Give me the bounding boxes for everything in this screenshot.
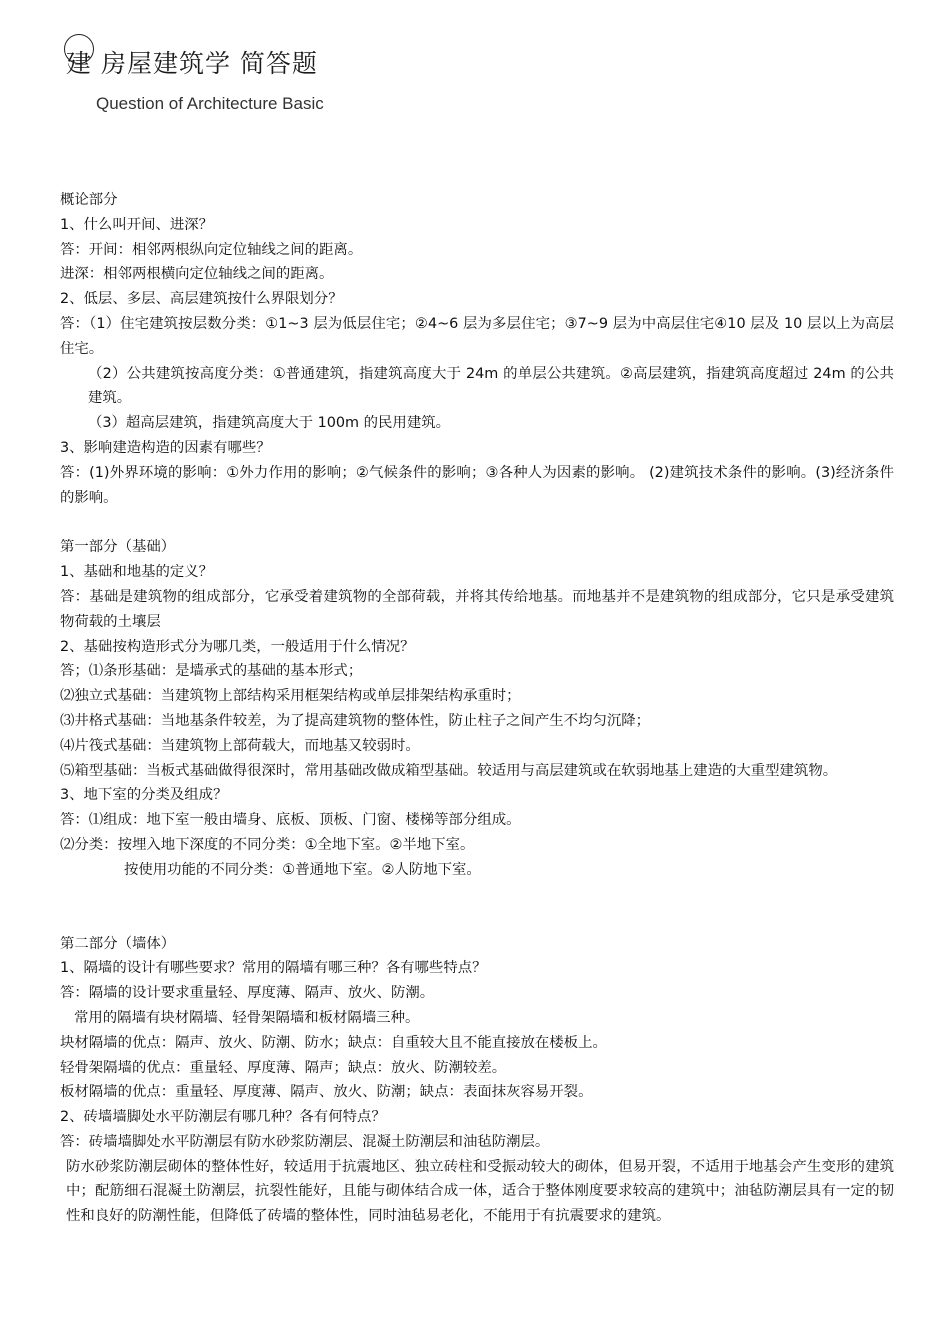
answer-line: 轻骨架隔墙的优点：重量轻、厚度薄、隔声；缺点：放火、防潮较差。	[60, 1059, 507, 1076]
question: 2、砖墙墙脚处水平防潮层有哪几种？各有何特点？	[60, 1109, 386, 1126]
answer-line: （3）超高层建筑，指建筑高度大于 100m 的民用建筑。	[88, 415, 450, 432]
answer-line: 答：开间：相邻两根纵向定位轴线之间的距离。	[60, 241, 363, 258]
question: 2、基础按构造形式分为哪几类，一般适用于什么情况？	[60, 638, 415, 655]
question: 1、基础和地基的定义？	[60, 564, 214, 581]
answer-line: ⑸箱型基础：当板式基础做得很深时，常用基础改做成箱型基础。较适用与高层建筑或在软弱地基上建造的大重型建筑物。	[60, 762, 838, 779]
section-heading: 第一部分（基础）	[60, 539, 176, 556]
answer-line: ⑶井格式基础：当地基条件较差，为了提高建筑物的整体性，防止柱子之间产生不均匀沉降；	[60, 712, 651, 729]
question: 1、隔墙的设计有哪些要求？常用的隔墙有哪三种？各有哪些特点？	[60, 960, 487, 977]
answer-line: （2）公共建筑按高度分类：①普通建筑，指建筑高度大于 24m 的单层公共建筑。②高层建筑，指建筑高度超过 24m 的公共建筑。	[88, 365, 894, 407]
section-heading: 第二部分（墙体）	[60, 935, 176, 952]
answer-line: 板材隔墙的优点：重量轻、厚度薄、隔声、放火、防潮；缺点：表面抹灰容易开裂。	[60, 1084, 593, 1101]
section-heading: 概论部分	[60, 192, 118, 208]
answer-line: 进深：相邻两根横向定位轴线之间的距离。	[60, 266, 334, 283]
question: 2、低层、多层、高层建筑按什么界限划分？	[60, 291, 343, 308]
section-walls	[60, 932, 894, 1230]
question: 1、什么叫开间、进深？	[60, 216, 214, 233]
answer-line: 按使用功能的不同分类：①普通地下室。②人防地下室。	[124, 861, 481, 878]
answer-line: 答：基础是建筑物的组成部分，它承受着建筑物的全部荷载，并将其传给地基。而地基并不是建筑物的组成部分，它只是承受建筑物荷载的土壤层	[60, 588, 894, 630]
answer-line: 答；⑴条形基础：是墙承式的基础的基本形式；	[60, 663, 363, 680]
answer-line: ⑵独立式基础：当建筑物上部结构采用框架结构或单层排架结构承重时；	[60, 688, 521, 705]
answer-line: 块材隔墙的优点：隔声、放火、防潮、防水；缺点：自重较大且不能直接放在楼板上。	[60, 1034, 607, 1051]
question: 3、影响建造构造的因素有哪些？	[60, 439, 271, 456]
section-overview	[60, 188, 894, 510]
answer-line: ⑷片筏式基础：当建筑物上部荷载大，而地基又较弱时。	[60, 737, 420, 754]
answer-line: 答：砖墙墙脚处水平防潮层有防水砂浆防潮层、混凝土防潮层和油毡防潮层。	[60, 1133, 550, 1150]
answer-line: 常用的隔墙有块材隔墙、轻骨架隔墙和板材隔墙三种。	[74, 1009, 420, 1026]
answer-line: 答：⑴组成：地下室一般由墙身、底板、顶板、门窗、楼梯等部分组成。	[60, 812, 521, 829]
document-body	[60, 188, 894, 1254]
answer-line: 答：（1）住宅建筑按层数分类：①1~3 层为低层住宅；②4~6 层为多层住宅；③7~9 层为中高层住宅④10 层及 10 层以上为高层住宅。	[60, 315, 894, 357]
answer-line: 答：(1)外界环境的影响：①外力作用的影响；②气候条件的影响；③各种人为因素的影响。 (2)建筑技术条件的影响。(3)经济条件的影响。	[60, 464, 894, 506]
section-foundation	[60, 535, 894, 882]
page-subtitle: Question of Architecture Basic	[96, 94, 324, 113]
answer-line: 答：隔墙的设计要求重量轻、厚度薄、隔声、放火、防潮。	[60, 985, 435, 1002]
answer-line: 防水砂浆防潮层砌体的整体性好，较适用于抗震地区、独立砖柱和受振动较大的砌体，但易开裂，不适用于地基会产生变形的建筑中；配筋细石混凝土防潮层，抗裂性能好，且能与砌体结合成一体，适合于整体刚度要求较高的建筑中；油毡防潮层具有一定的韧性和良好的防潮性能，但降低了砖墙的整体性，同时油毡易老化，不能用于有抗震要求的建筑。	[66, 1158, 894, 1225]
page-title: 建 房屋建筑学 简答题	[66, 49, 318, 78]
answer-line: ⑵分类：按埋入地下深度的不同分类：①全地下室。②半地下室。	[60, 836, 475, 853]
question: 3、地下室的分类及组成？	[60, 787, 228, 804]
